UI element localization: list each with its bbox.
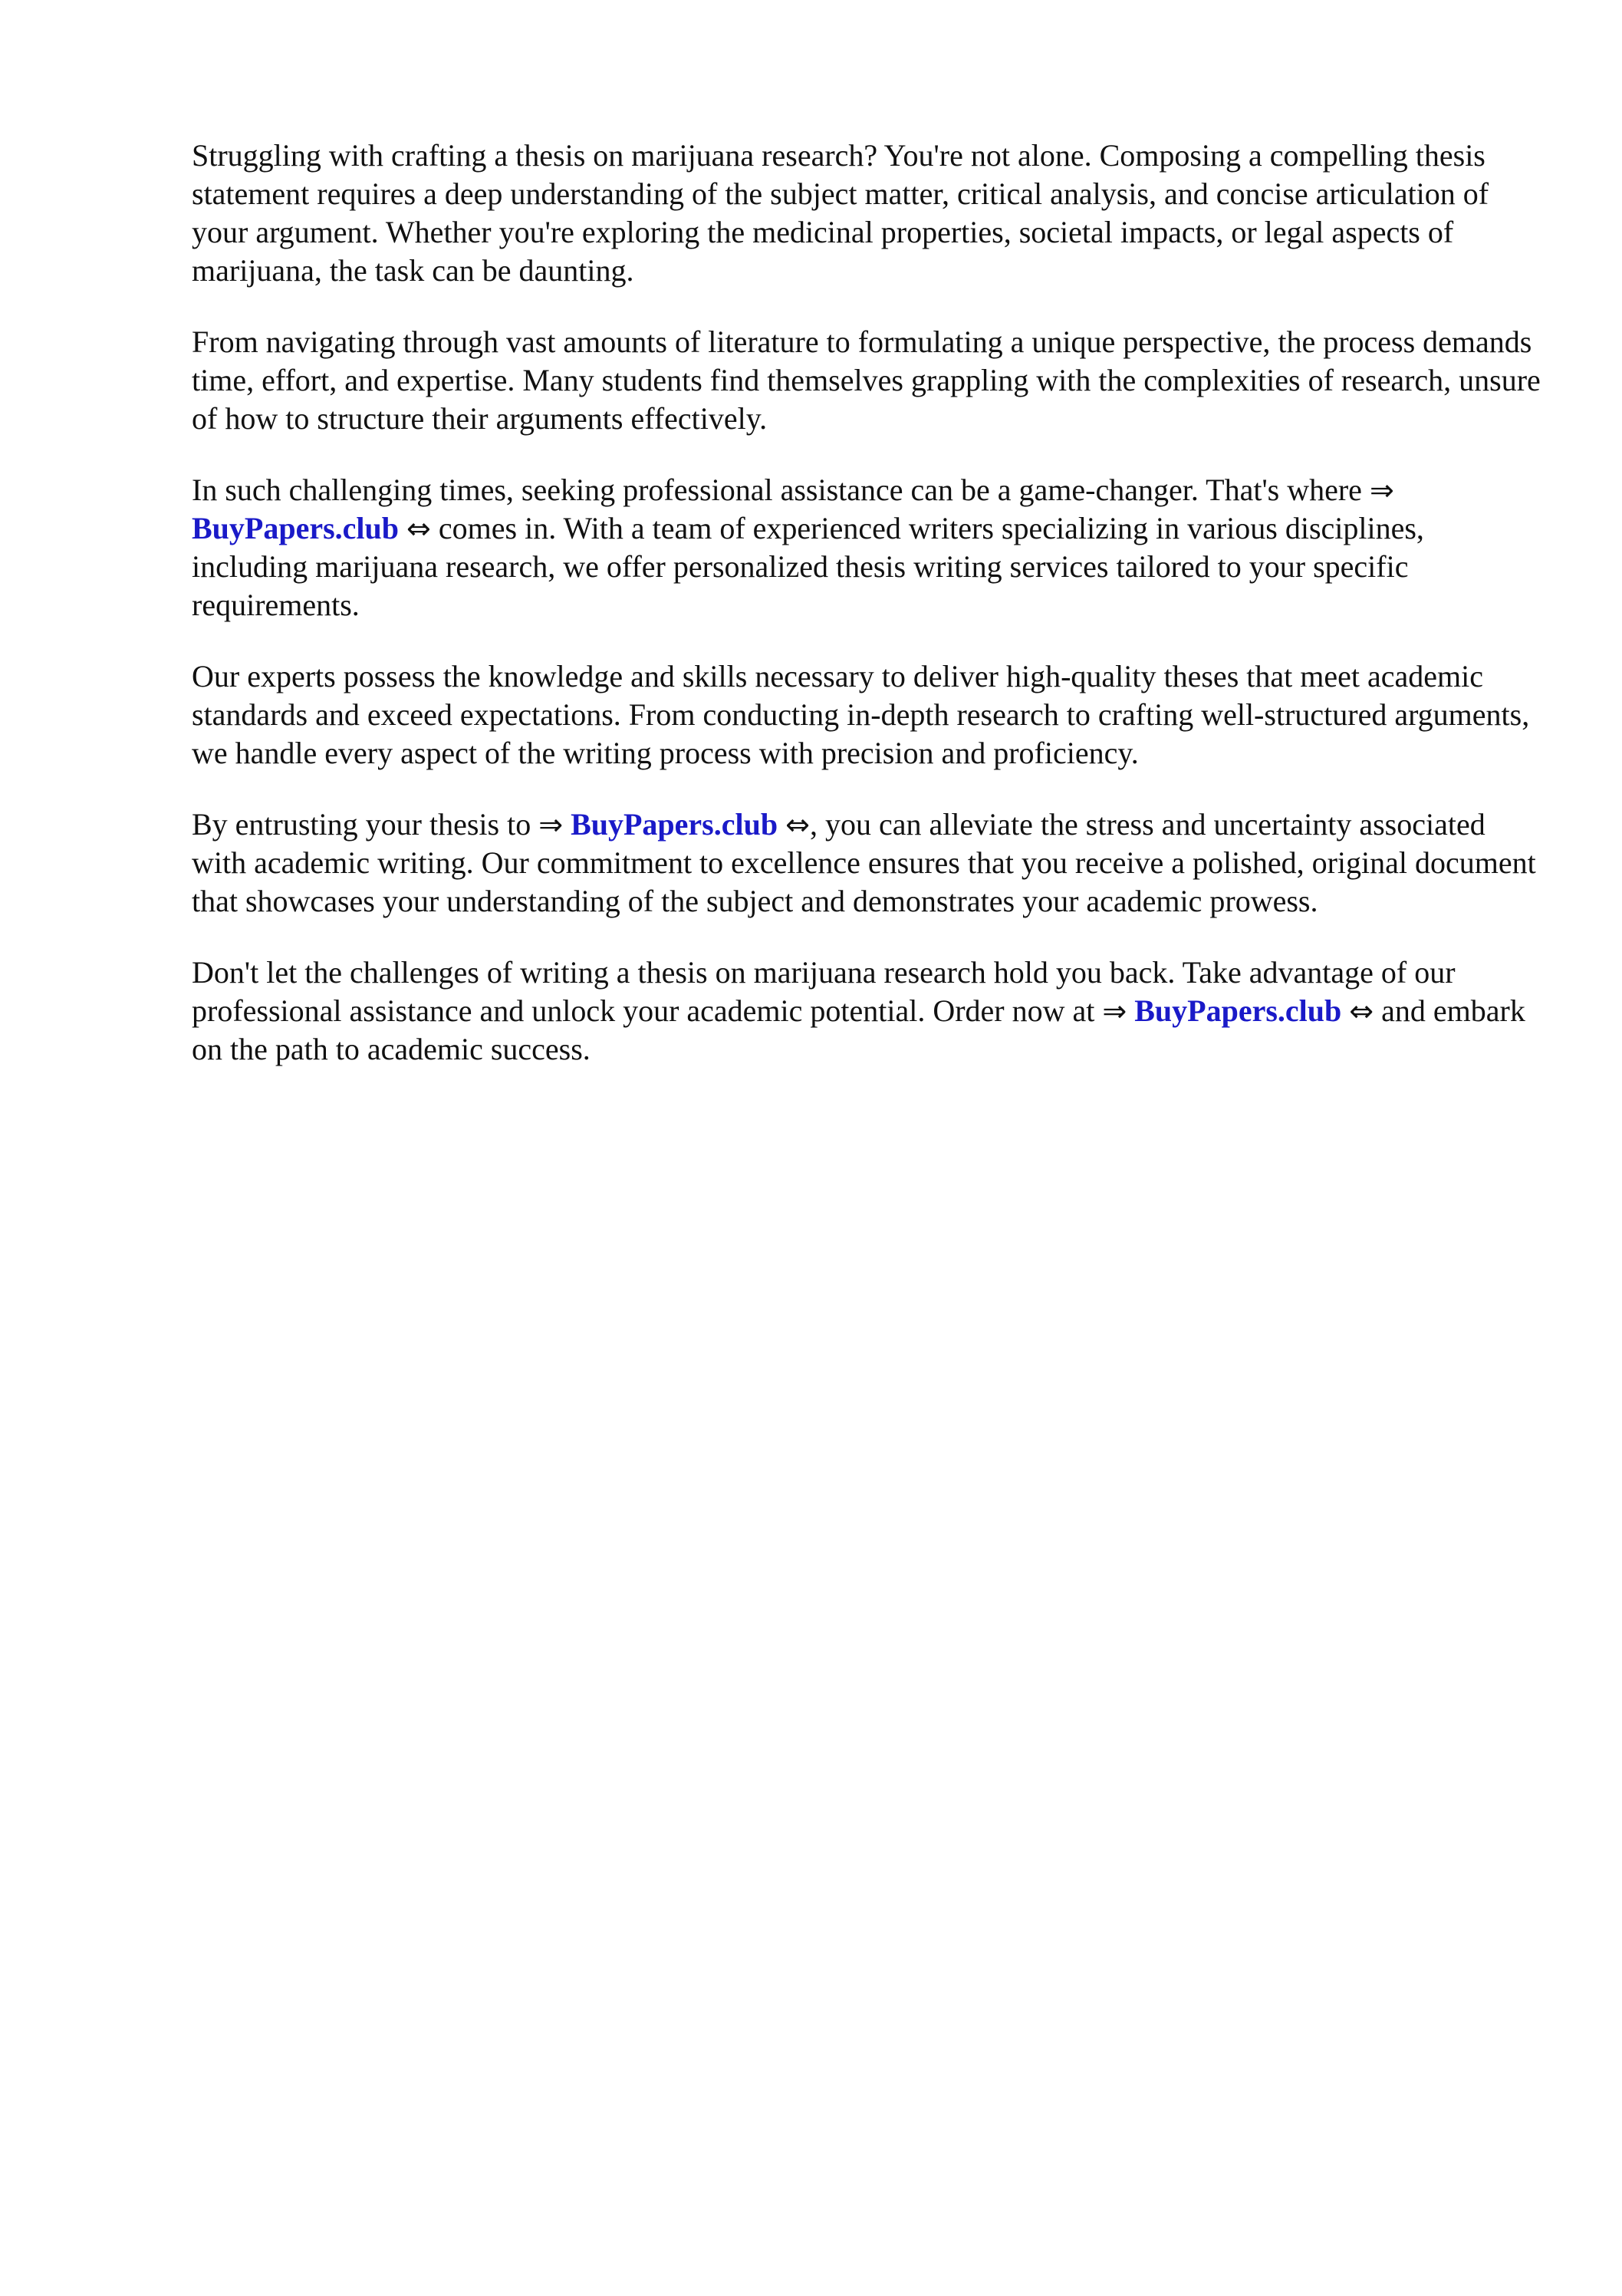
arrow-both-icon: ⇔ — [785, 808, 810, 842]
paragraph-entrust — [192, 805, 1541, 921]
paragraph-assistance — [192, 471, 1541, 624]
arrow-right-icon: ⇒ — [1369, 473, 1394, 507]
arrow-right-icon: ⇒ — [538, 808, 564, 842]
paragraph-intro-text: Struggling with crafting a thesis on marijuana research? You're not alone. Composing a compelling thesis statement requires a deep understanding of the subject matter, critical analysis, and concise articulation of your argument. Whether you're exploring the medicinal properties, societal impacts, or legal aspects of marijuana, the task can be daunting. — [192, 138, 1489, 288]
arrow-both-icon: ⇔ — [406, 512, 431, 545]
document-body — [192, 137, 1541, 1102]
paragraph-entrust-text-after: , you can alleviate the stress and uncertainty associated with academic writing. Our commitment to excellence ensures that you receive a polished, original document that showcases your understanding of the subject and demonstrates your academic prowess. — [192, 807, 1536, 918]
paragraph-assistance-text-before: In such challenging times, seeking professional assistance can be a game-changer. That's where — [192, 473, 1370, 507]
brand-link-1[interactable]: BuyPapers.club — [192, 511, 400, 545]
paragraph-process — [192, 323, 1541, 438]
paragraph-order-text-before: Don't let the challenges of writing a thesis on marijuana research hold you back. Take advantage of our professional assistance and unlock your academic potential. Order now at — [192, 955, 1456, 1028]
brand-link-2[interactable]: BuyPapers.club — [571, 807, 778, 842]
paragraph-order — [192, 954, 1541, 1069]
brand-link-3[interactable]: BuyPapers.club — [1134, 993, 1342, 1028]
paragraph-process-text: From navigating through vast amounts of literature to formulating a unique perspective, the process demands time, effort, and expertise. Many students find themselves grappling with the complexities of research, unsure of how to structure their arguments effectively. — [192, 324, 1541, 436]
paragraph-entrust-text-before: By entrusting your thesis to — [192, 807, 539, 842]
arrow-both-icon: ⇔ — [1349, 994, 1374, 1028]
arrow-right-icon: ⇒ — [1102, 994, 1127, 1028]
paragraph-intro — [192, 137, 1541, 290]
paragraph-assistance-text-after: comes in. With a team of experienced writers specializing in various disciplines, including marijuana research, we offer personalized thesis writing services tailored to your specific requirements. — [192, 511, 1424, 622]
paragraph-experts-text: Our experts possess the knowledge and skills necessary to deliver high-quality theses that meet academic standards and exceed expectations. From conducting in-depth research to crafting well-structured arguments, we handle every aspect of the writing process with precision and proficiency. — [192, 659, 1530, 770]
paragraph-order-text-after: and embark on the path to academic success. — [192, 993, 1525, 1066]
paragraph-experts — [192, 657, 1541, 772]
